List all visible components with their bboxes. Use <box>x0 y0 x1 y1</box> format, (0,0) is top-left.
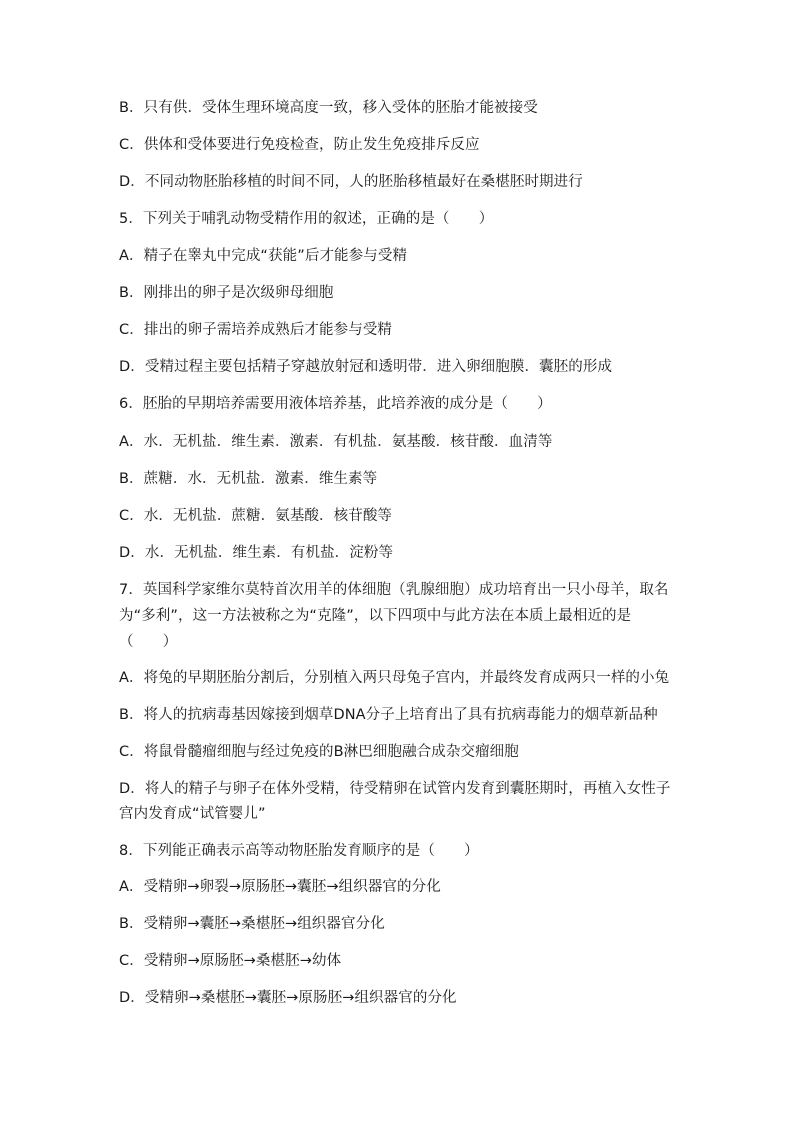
q5-stem: 5．下列关于哺乳动物受精作用的叙述，正确的是（ ） <box>119 211 494 227</box>
q7-stem-line-3: （ ） <box>119 634 178 650</box>
q5-option-a: A．精子在睾丸中完成“获能”后才能参与受精 <box>119 248 408 264</box>
q4-option-c: C．供体和受体要进行免疫检查，防止发生免疫排斥反应 <box>119 137 480 153</box>
q5-option-d: D．受精过程主要包括精子穿越放射冠和透明带．进入卵细胞膜．囊胚的形成 <box>119 359 613 375</box>
q6-option-a: A．水．无机盐．维生素．激素．有机盐．氨基酸．核苷酸．血清等 <box>119 434 553 450</box>
q7-option-d-line-2: 宫内发育成“试管婴儿” <box>119 806 266 822</box>
q6-option-d: D．水．无机盐．维生素．有机盐．淀粉等 <box>119 545 394 561</box>
q7-stem-line-1: 7．英国科学家维尔莫特首次用羊的体细胞（乳腺细胞）成功培育出一只小母羊，取名 <box>119 582 669 598</box>
q7-option-b: B．将人的抗病毒基因嫁接到烟草DNA分子上培育出了具有抗病毒能力的烟草新品种 <box>119 707 658 723</box>
q4-option-d: D．不同动物胚胎移植的时间不同，人的胚胎移植最好在桑椹胚时期进行 <box>119 174 583 190</box>
q8-option-b: B．受精卵→囊胚→桑椹胚→组织器官分化 <box>119 916 385 932</box>
q8-stem: 8．下列能正确表示高等动物胚胎发育顺序的是（ ） <box>119 843 479 859</box>
q8-option-a: A．受精卵→卵裂→原肠胚→囊胚→组织器官的分化 <box>119 879 441 895</box>
q6-option-c: C．水．无机盐．蔗糖．氨基酸．核苷酸等 <box>119 508 393 524</box>
q7-option-d-line-1: D．将人的精子与卵子在体外受精，待受精卵在试管内发育到囊胚期时，再植入女性子 <box>119 781 671 797</box>
q8-option-c: C．受精卵→原肠胚→桑椹胚→幼体 <box>119 953 342 969</box>
q7-stem-line-2: 为“多利”，这一方法被称之为“克隆”，以下四项中与此方法在本质上最相近的是 <box>119 608 632 624</box>
q4-option-b: B．只有供．受体生理环境高度一致，移入受体的胚胎才能被接受 <box>119 100 538 116</box>
q7-option-a: A．将兔的早期胚胎分割后，分别植入两只母兔子宫内，并最终发育成两只一样的小兔 <box>119 670 670 686</box>
q7-option-c: C．将鼠骨髓瘤细胞与经过免疫的B淋巴细胞融合成杂交瘤细胞 <box>119 744 519 760</box>
q6-stem: 6．胚胎的早期培养需要用液体培养基，此培养液的成分是（ ） <box>119 396 552 412</box>
q6-option-b: B．蔗糖．水．无机盐．激素．维生素等 <box>119 471 378 487</box>
q8-option-d: D．受精卵→桑椹胚→囊胚→原肠胚→组织器官的分化 <box>119 990 457 1006</box>
q5-option-b: B．刚排出的卵子是次级卵母细胞 <box>119 285 334 301</box>
q5-option-c: C．排出的卵子需培养成熟后才能参与受精 <box>119 322 393 338</box>
